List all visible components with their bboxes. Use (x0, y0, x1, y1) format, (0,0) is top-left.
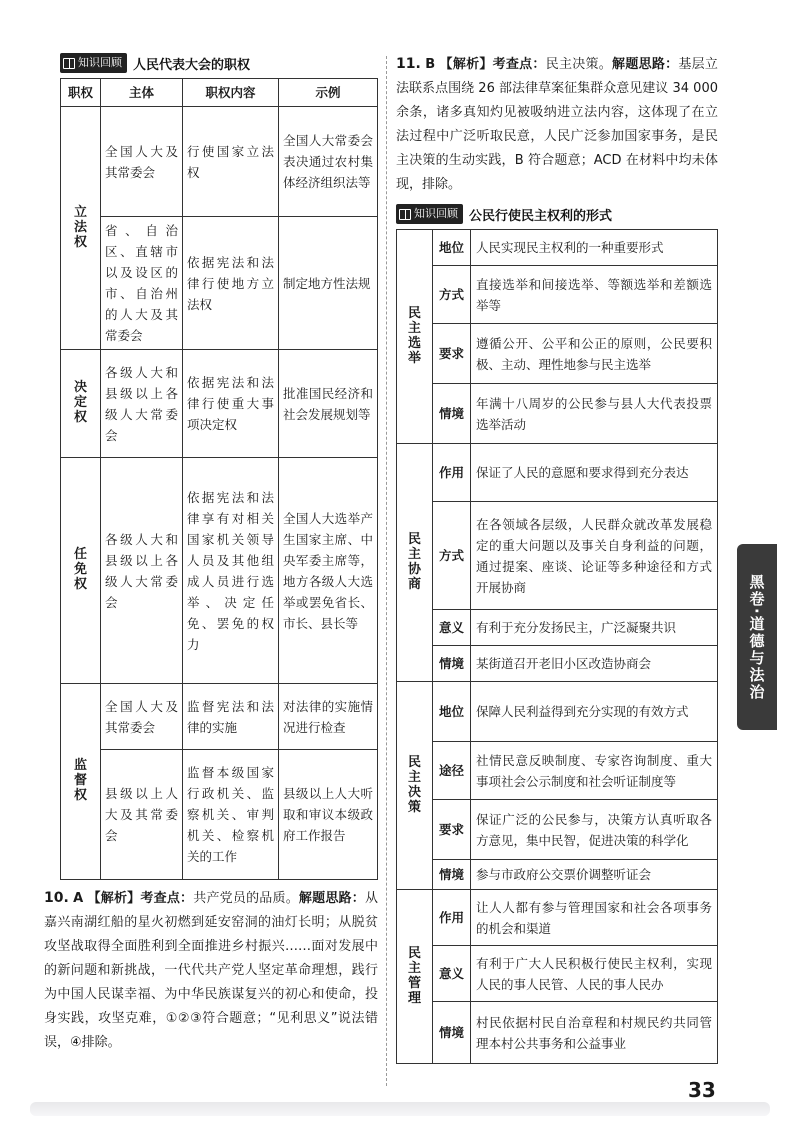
npc-powers-table (60, 78, 378, 880)
example-cell: 县级以上人大听取和审议本级政府工作报告 (279, 750, 378, 880)
item-text: 人民实现民主权利的一种重要形式 (471, 230, 718, 266)
row-group-cell: 监督权 (61, 684, 101, 880)
knowledge-review-header (60, 52, 378, 74)
table-row (397, 502, 718, 610)
item-text: 参与市政府公交票价调整听证会 (471, 860, 718, 890)
group-cell: 民主管理 (397, 890, 433, 1064)
table-row (397, 682, 718, 742)
header-cell: 主体 (101, 79, 183, 107)
table-row (61, 107, 378, 217)
item-text: 让人人都有参与管理国家和社会各项事务的机会和渠道 (471, 890, 718, 946)
page-bottom-edge (30, 1102, 770, 1116)
answer-11 (396, 52, 718, 197)
item-label: 方式 (433, 266, 471, 324)
subject-cell: 各级人大和县级以上各级人大常委会 (101, 458, 183, 684)
book-icon (399, 209, 411, 220)
item-label: 情境 (433, 646, 471, 682)
item-text: 在各领域各层级，人民群众就改革发展稳定的重大问题以及事关自身利益的问题，通过提案、座谈、论证等多种途径和方式开展协商 (471, 502, 718, 610)
question-number: 10. (44, 890, 69, 906)
table-row (397, 742, 718, 800)
subject-cell: 全国人大及其常委会 (101, 684, 183, 750)
key-point-label: 考查点： (492, 57, 546, 72)
item-label: 情境 (433, 1002, 471, 1064)
key-point: 民主决策。 (545, 57, 613, 72)
header-cell: 示例 (279, 79, 378, 107)
solution-body: 基层立法联系点围绕 26 部法律草案征集群众意见建议 34 000 余条，诸多真知灼见被吸纳进立法内容，这体现了在立法过程中广泛听取民意，人民广泛参加国家事务，是民主决策的生动实践，B 符合题意；ACD 在材料中均未体现，排除。 (396, 57, 718, 192)
answer-10 (44, 886, 378, 1055)
content-cell: 依据宪法和法律行使地方立法权 (183, 217, 279, 350)
item-text: 保障人民利益得到充分实现的有效方式 (471, 682, 718, 742)
content-cell: 依据宪法和法律行使重大事项决定权 (183, 350, 279, 458)
table-row (397, 230, 718, 266)
example-cell: 批准国民经济和社会发展规划等 (279, 350, 378, 458)
item-text: 社情民意反映制度、专家咨询制度、重大事项社会公示制度和社会听证制度等 (471, 742, 718, 800)
header-cell: 职权内容 (183, 79, 279, 107)
row-group-cell: 任免权 (61, 458, 101, 684)
group-cell: 民主决策 (397, 682, 433, 890)
row-group-cell: 决定权 (61, 350, 101, 458)
content-cell: 依据宪法和法律享有对相关国家机关领导人员及其他组成人员进行选举、决定任免、罢免的权力 (183, 458, 279, 684)
item-label: 地位 (433, 230, 471, 266)
page-number: 33 (688, 1078, 716, 1102)
table-row (397, 384, 718, 444)
table-row (397, 266, 718, 324)
content-cell: 监督本级国家行政机关、监察机关、审判机关、检察机关的工作 (183, 750, 279, 880)
item-label: 方式 (433, 502, 471, 610)
content-cell: 行使国家立法权 (183, 107, 279, 217)
subject-cell: 全国人大及其常委会 (101, 107, 183, 217)
table-row (397, 610, 718, 646)
item-label: 作用 (433, 444, 471, 502)
content-cell: 监督宪法和法律的实施 (183, 684, 279, 750)
item-label: 情境 (433, 384, 471, 444)
item-text: 保证广泛的公民参与，决策方认真听取各方意见，集中民智，促进决策的科学化 (471, 800, 718, 860)
answer-letter: B (425, 57, 436, 72)
table-row (397, 444, 718, 502)
right-column (396, 52, 718, 1064)
table-row (61, 684, 378, 750)
analysis-tag: 【解析】 (439, 57, 493, 72)
item-text: 有利于广大人民积极行使民主权利，实现人民的事人民管、人民的事人民办 (471, 946, 718, 1002)
knowledge-review-header (396, 203, 718, 225)
item-label: 情境 (433, 860, 471, 890)
subject-cell: 各级人大和县级以上各级人大常委会 (101, 350, 183, 458)
table-row (61, 750, 378, 880)
table-row (397, 800, 718, 860)
solution-label: 解题思路： (612, 57, 679, 72)
item-text: 直接选举和间接选举、等额选举和差额选举等 (471, 266, 718, 324)
key-point-label: 考查点： (140, 891, 194, 906)
item-label: 地位 (433, 682, 471, 742)
section-title: 人民代表大会的职权 (133, 57, 251, 73)
example-cell: 全国人大选举产生国家主席、中央军委主席等，地方各级人大选举或罢免省长、市长、县长等 (279, 458, 378, 684)
solution-body: 从嘉兴南湖红船的星火初燃到延安窑洞的油灯长明；从脱贫攻坚战取得全面胜利到全面推进乡村振兴……面对发展中的新问题和新挑战，一代代共产党人坚定革命理想，践行为中国人民谋幸福、为中华民族谋复兴的初心和使命，投身实践，攻坚克难，①②③符合题意；“见利思义”说法错误，④排除。 (44, 891, 378, 1050)
table-row (397, 890, 718, 946)
row-group-cell: 立法权 (61, 107, 101, 350)
subject-side-tab: 黑卷·道德与法治 (737, 544, 777, 730)
group-cell: 民主协商 (397, 444, 433, 682)
subject-cell: 省、自治区、直辖市以及设区的市、自治州的人大及其常委会 (101, 217, 183, 350)
item-text: 遵循公开、公平和公正的原则，公民要积极、主动、理性地参与民主选举 (471, 324, 718, 384)
column-divider (386, 56, 387, 1086)
book-icon (63, 58, 75, 69)
item-text: 某街道召开老旧小区改造协商会 (471, 646, 718, 682)
analysis-tag: 【解析】 (87, 891, 141, 906)
table-header-row (61, 79, 378, 107)
table-row (61, 217, 378, 350)
item-label: 作用 (433, 890, 471, 946)
knowledge-review-tag: 知识回顾 (396, 204, 463, 224)
example-cell: 制定地方性法规 (279, 217, 378, 350)
item-text: 有利于充分发扬民主，广泛凝聚共识 (471, 610, 718, 646)
item-label: 要求 (433, 800, 471, 860)
table-row (397, 860, 718, 890)
knowledge-review-tag: 知识回顾 (60, 53, 127, 73)
table-row (397, 324, 718, 384)
answer-letter: A (73, 891, 84, 906)
section-title: 公民行使民主权利的形式 (469, 208, 613, 224)
item-label: 意义 (433, 610, 471, 646)
example-cell: 对法律的实施情况进行检查 (279, 684, 378, 750)
item-text: 保证了人民的意愿和要求得到充分表达 (471, 444, 718, 502)
table-row (61, 458, 378, 684)
left-column (44, 52, 378, 1055)
table-row (61, 350, 378, 458)
table-row (397, 946, 718, 1002)
header-cell: 职权 (61, 79, 101, 107)
item-label: 意义 (433, 946, 471, 1002)
table-row (397, 646, 718, 682)
group-cell: 民主选举 (397, 230, 433, 444)
key-point: 共产党员的品质。 (193, 891, 299, 906)
subject-cell: 县级以上人大及其常委会 (101, 750, 183, 880)
item-label: 要求 (433, 324, 471, 384)
table-row (397, 1002, 718, 1064)
democratic-rights-table (396, 229, 718, 1064)
item-text: 村民依据村民自治章程和村规民约共同管理本村公共事务和公益事业 (471, 1002, 718, 1064)
item-label: 途径 (433, 742, 471, 800)
example-cell: 全国人大常委会表决通过农村集体经济组织法等 (279, 107, 378, 217)
question-number: 11. (396, 56, 421, 72)
solution-label: 解题思路： (298, 891, 365, 906)
item-text: 年满十八周岁的公民参与县人大代表投票选举活动 (471, 384, 718, 444)
